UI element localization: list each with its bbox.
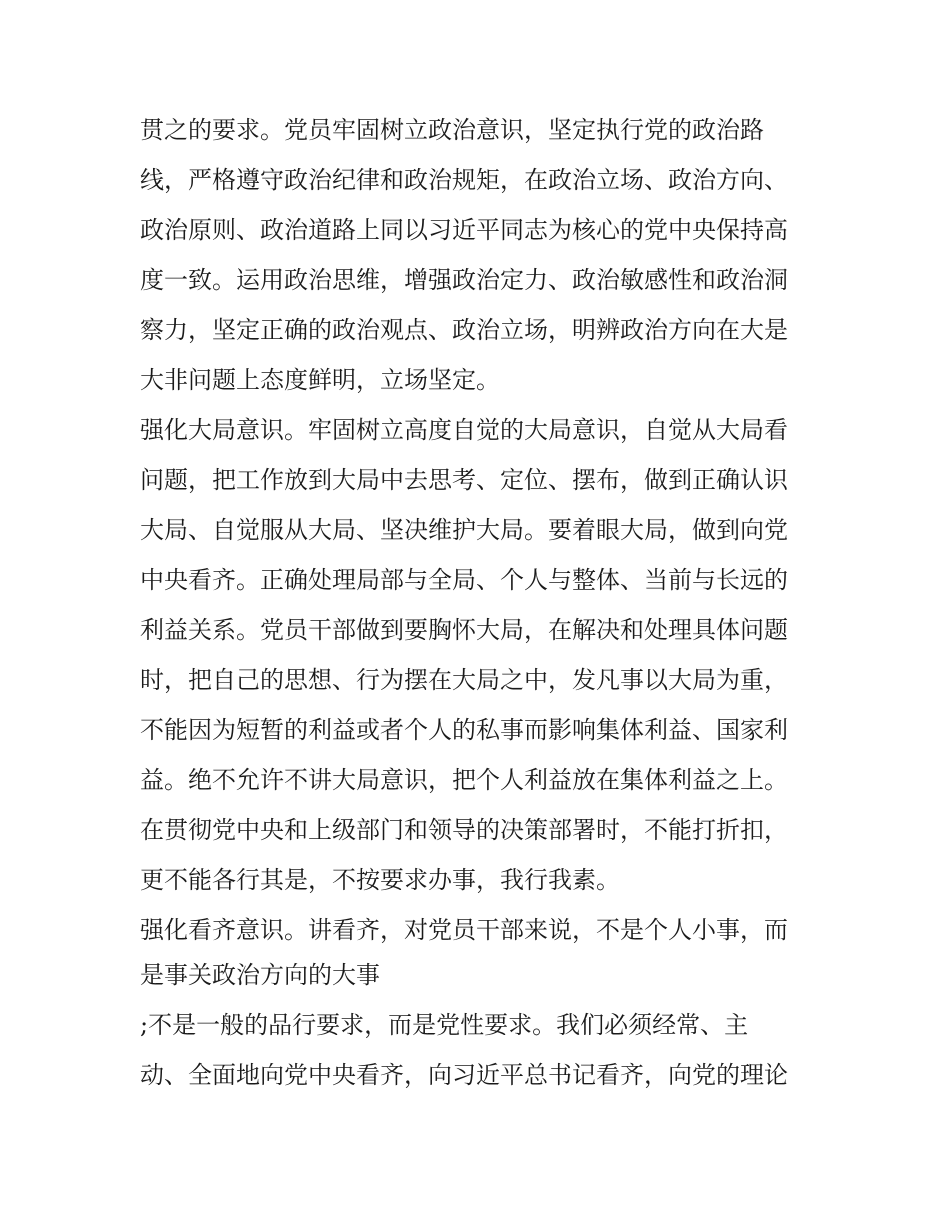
text-line: 中央看齐。正确处理局部与全局、个人与整体、当前与长远的	[140, 566, 788, 594]
text-line: 贯之的要求。党员牢固树立政治意识，坚定执行党的政治路	[140, 116, 764, 144]
text-line: 不能因为短暂的利益或者个人的私事而影响集体利益、国家利	[140, 716, 788, 744]
text-line: 政治原则、政治道路上同以习近平同志为核心的党中央保持高	[140, 216, 788, 244]
text-line: 利益关系。党员干部做到要胸怀大局，在解决和处理具体问题	[140, 616, 788, 644]
text-line: 大局、自觉服从大局、坚决维护大局。要着眼大局，做到向党	[140, 516, 788, 544]
text-line: 察力，坚定正确的政治观点、政治立场，明辨政治方向在大是	[140, 316, 788, 344]
text-line: 度一致。运用政治思维，增强政治定力、政治敏感性和政治洞	[140, 266, 788, 294]
text-line: 动、全面地向党中央看齐，向习近平总书记看齐，向党的理论	[140, 1061, 788, 1089]
text-line: 是事关政治方向的大事	[140, 961, 380, 989]
text-line: 更不能各行其是，不按要求办事，我行我素。	[140, 866, 620, 894]
text-line: ;不是一般的品行要求，而是党性要求。我们必须经常、主	[140, 1011, 749, 1039]
text-line: 时，把自己的思想、行为摆在大局之中，发凡事以大局为重，	[140, 666, 788, 694]
text-line: 强化大局意识。牢固树立高度自觉的大局意识，自觉从大局看	[140, 416, 788, 444]
text-line: 在贯彻党中央和上级部门和领导的决策部署时，不能打折扣，	[140, 816, 788, 844]
text-line: 线，严格遵守政治纪律和政治规矩，在政治立场、政治方向、	[140, 166, 788, 194]
text-line: 问题，把工作放到大局中去思考、定位、摆布，做到正确认识	[140, 466, 788, 494]
text-line: 益。绝不允许不讲大局意识，把个人利益放在集体利益之上。	[140, 766, 788, 794]
text-line: 大非问题上态度鲜明，立场坚定。	[140, 366, 500, 394]
text-line: 强化看齐意识。讲看齐，对党员干部来说，不是个人小事，而	[140, 916, 788, 944]
